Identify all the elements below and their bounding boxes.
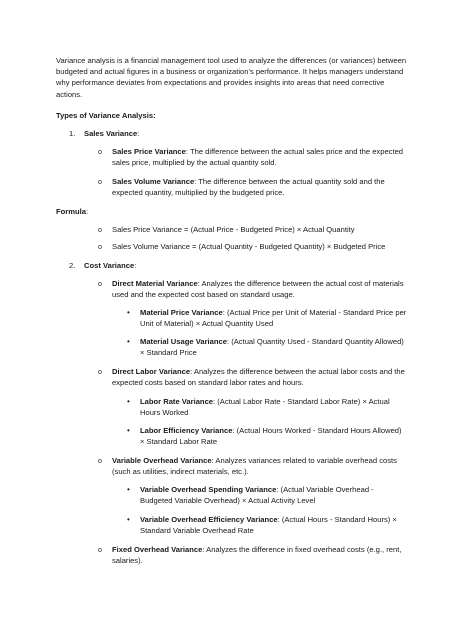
colon: : xyxy=(134,261,137,270)
disc-bullet: • xyxy=(127,515,130,524)
item-desc: : The difference between the actual quantity sold and the expected quantity, multiplied by the budgeted price. xyxy=(112,177,385,198)
formula-line: Sales Price Variance = (Actual Price - Budgeted Price) × Actual Quantity xyxy=(112,225,355,234)
item-title: Direct Labor Variance xyxy=(112,367,191,376)
sub-item-desc: : (Actual Variable Overhead - Budgeted Variable Overhead) × Actual Activity Level xyxy=(140,485,374,506)
circle-bullet: o xyxy=(98,547,102,554)
item-desc: : Analyzes variances related to variable overhead costs (such as utilities, indirect materials, etc.). xyxy=(112,456,397,477)
item-desc: : Analyzes the difference between the actual cost of materials used and the expected cost based on standard usage. xyxy=(112,279,404,300)
list-item xyxy=(112,176,414,198)
sub-item-desc: : (Actual Labor Rate - Standard Labor Rate) × Actual Hours Worked xyxy=(140,397,390,418)
sub-item-title: Labor Efficiency Variance xyxy=(140,426,233,435)
section-number: 1. xyxy=(69,129,76,138)
circle-bullet: o xyxy=(98,244,102,251)
circle-bullet: o xyxy=(98,369,102,376)
circle-bullet: o xyxy=(98,149,102,156)
disc-bullet: • xyxy=(127,485,130,494)
sub-item-desc: : (Actual Price per Unit of Material - Standard Price per Unit of Material) × Actual Quantity Used xyxy=(140,308,407,329)
item-desc: : Analyzes the difference between the actual labor costs and the expected costs based on standard labor rates and hours. xyxy=(112,367,405,388)
formula-line: Sales Volume Variance = (Actual Quantity - Budgeted Quantity) × Budgeted Price xyxy=(112,242,386,251)
sub-item xyxy=(140,307,415,329)
sub-item-title: Variable Overhead Spending Variance xyxy=(140,485,277,494)
sub-item xyxy=(140,336,410,358)
formula-label xyxy=(56,206,88,217)
sub-item xyxy=(140,514,422,536)
section-title xyxy=(84,128,139,139)
item-desc: : The difference between the actual sales price and the expected sales price, multiplied by the actual quantity sold. xyxy=(112,147,404,168)
section-title xyxy=(84,260,136,271)
sub-item-desc: : (Actual Quantity Used - Standard Quantity Allowed) × Standard Price xyxy=(140,337,404,358)
list-item xyxy=(112,366,416,388)
sub-item-desc: : (Actual Hours Worked - Standard Hours Allowed) × Standard Labor Rate xyxy=(140,426,402,447)
sub-item-title: Material Usage Variance xyxy=(140,337,227,346)
list-item xyxy=(112,544,412,566)
section-title-text: Cost Variance xyxy=(84,261,135,270)
disc-bullet: • xyxy=(127,426,130,435)
list-item xyxy=(112,455,414,477)
sub-item-title: Labor Rate Variance xyxy=(140,397,214,406)
item-title: Variable Overhead Variance xyxy=(112,456,212,465)
circle-bullet: o xyxy=(98,281,102,288)
circle-bullet: o xyxy=(98,179,102,186)
sub-item-desc: : (Actual Hours - Standard Hours) × Standard Variable Overhead Rate xyxy=(140,515,397,536)
item-title: Fixed Overhead Variance xyxy=(112,545,203,554)
colon: : xyxy=(85,207,89,216)
colon: : xyxy=(137,129,140,138)
disc-bullet: • xyxy=(127,337,130,346)
sub-item-title: Variable Overhead Efficiency Variance xyxy=(140,515,278,524)
list-item xyxy=(112,278,412,300)
sub-item xyxy=(140,396,412,418)
sub-item-title: Material Price Variance xyxy=(140,308,223,317)
section-number: 2. xyxy=(69,261,76,270)
formula-label-text: Formula xyxy=(56,207,86,216)
sub-item xyxy=(140,484,402,506)
item-title: Sales Volume Variance xyxy=(112,177,195,186)
item-desc: : Analyzes the difference in fixed overhead costs (e.g., rent, salaries). xyxy=(112,545,402,566)
circle-bullet: o xyxy=(98,227,102,234)
disc-bullet: • xyxy=(127,397,130,406)
item-title: Sales Price Variance xyxy=(112,147,186,156)
list-item xyxy=(112,146,412,168)
circle-bullet: o xyxy=(98,458,102,465)
types-heading: Types of Variance Analysis: xyxy=(56,111,156,120)
intro-paragraph: Variance analysis is a financial management tool used to analyze the differences (or variances) between budgeted and actual figures in a business or organization's performance. It helps managers understand why performance deviates from expectations and provides insights into areas that need corrective actions. xyxy=(56,56,407,99)
sub-item xyxy=(140,425,402,447)
section-title-text: Sales Variance xyxy=(84,129,138,138)
disc-bullet: • xyxy=(127,308,130,317)
item-title: Direct Material Variance xyxy=(112,279,198,288)
